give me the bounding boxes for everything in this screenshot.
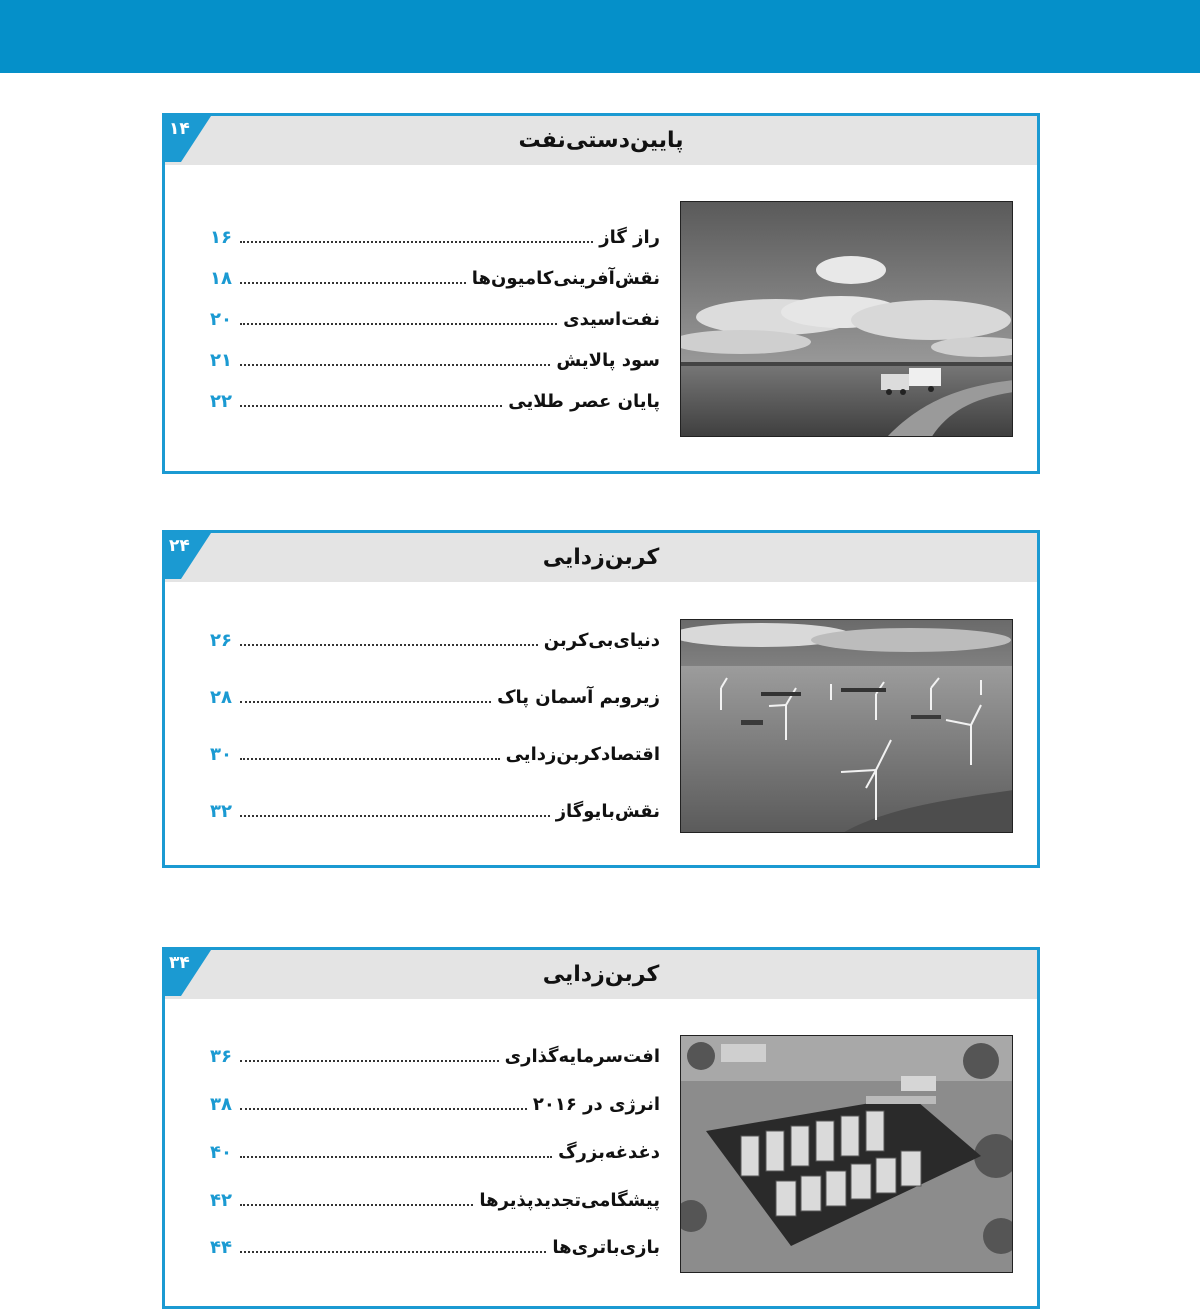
top-color-band — [0, 0, 1200, 73]
toc-item[interactable] — [210, 388, 660, 414]
truck-road-photo — [680, 201, 1013, 437]
dot-leader — [240, 323, 557, 325]
toc-section-3 — [162, 947, 1040, 1309]
toc-item-page: ۳۲ — [210, 801, 232, 822]
section-page-number[interactable]: ۱۴ — [169, 119, 190, 139]
dot-leader — [240, 405, 502, 407]
battery-facility-photo — [680, 1035, 1013, 1273]
section-header — [165, 533, 1037, 582]
dot-leader — [240, 1251, 546, 1253]
toc-item-label: دغدغه‌بزرگ — [558, 1142, 660, 1163]
dot-leader — [240, 241, 593, 243]
toc-item-page: ۴۰ — [210, 1142, 232, 1163]
toc-item[interactable] — [210, 627, 660, 653]
toc-item-label: اقتصادکربن‌زدایی — [505, 744, 660, 765]
toc-item-label: افت‌سرمایه‌گذاری — [504, 1046, 660, 1067]
dot-leader — [240, 1204, 473, 1206]
toc-item-label: زیروبم آسمان پاک — [497, 687, 660, 708]
toc-item[interactable] — [210, 306, 660, 332]
toc-item-page: ۲۶ — [210, 630, 232, 651]
toc-item-page: ۳۶ — [210, 1046, 232, 1067]
toc-item[interactable] — [210, 1187, 660, 1213]
toc-item-label: نقش‌بایوگاز — [555, 801, 660, 822]
toc-section-2 — [162, 530, 1040, 868]
toc-item-page: ۲۲ — [210, 391, 232, 412]
toc-item-page: ۴۲ — [210, 1190, 232, 1211]
toc-item-page: ۱۶ — [210, 227, 232, 248]
toc-item[interactable] — [210, 1139, 660, 1165]
dot-leader — [240, 282, 466, 284]
dot-leader — [240, 1108, 527, 1110]
dot-leader — [240, 1060, 499, 1062]
toc-item-page: ۲۸ — [210, 687, 232, 708]
section-page-number[interactable]: ۳۴ — [169, 953, 190, 973]
dot-leader — [240, 758, 500, 760]
toc-item-label: انرژی در ۲۰۱۶ — [532, 1094, 660, 1115]
dot-leader — [240, 644, 538, 646]
toc-item-label: نقش‌آفرینی‌کامیون‌ها — [471, 268, 660, 289]
toc-item-label: بازی‌باتری‌ها — [552, 1237, 660, 1258]
toc-item-label: راز گاز — [599, 227, 660, 248]
section-title: کربن‌زدایی — [542, 545, 660, 570]
toc-section-1 — [162, 113, 1040, 474]
toc-item-page: ۱۸ — [210, 268, 232, 289]
toc-item[interactable] — [210, 224, 660, 250]
toc-item-page: ۲۰ — [210, 309, 232, 330]
toc-item-page: ۳۰ — [210, 744, 232, 765]
toc-item[interactable] — [210, 684, 660, 710]
dot-leader — [240, 364, 550, 366]
toc-item-label: سود پالایش — [556, 350, 660, 371]
toc-item-page: ۴۴ — [210, 1237, 232, 1258]
toc-item[interactable] — [210, 347, 660, 373]
dot-leader — [240, 701, 491, 703]
wind-farm-photo — [680, 619, 1013, 833]
toc-item-page: ۳۸ — [210, 1094, 232, 1115]
toc-item[interactable] — [210, 798, 660, 824]
section-title: کربن‌زدایی — [542, 962, 660, 987]
section-title: پایین‌دستی‌نفت — [518, 128, 684, 153]
section-header — [165, 950, 1037, 999]
dot-leader — [240, 815, 550, 817]
toc-item[interactable] — [210, 1043, 660, 1069]
dot-leader — [240, 1156, 552, 1158]
section-page-number[interactable]: ۲۴ — [169, 536, 190, 556]
toc-item-label: پیشگامی‌تجدیدپذیرها — [479, 1190, 660, 1211]
toc-item[interactable] — [210, 1091, 660, 1117]
section-header — [165, 116, 1037, 165]
toc-item-label: نفت‌اسیدی — [563, 309, 660, 330]
toc-item[interactable] — [210, 741, 660, 767]
toc-item-label: پایان عصر طلایی — [508, 391, 660, 412]
toc-item[interactable] — [210, 1234, 660, 1260]
toc-item[interactable] — [210, 265, 660, 291]
toc-item-label: دنیای‌بی‌کربن — [543, 630, 660, 651]
toc-item-page: ۲۱ — [210, 350, 232, 371]
